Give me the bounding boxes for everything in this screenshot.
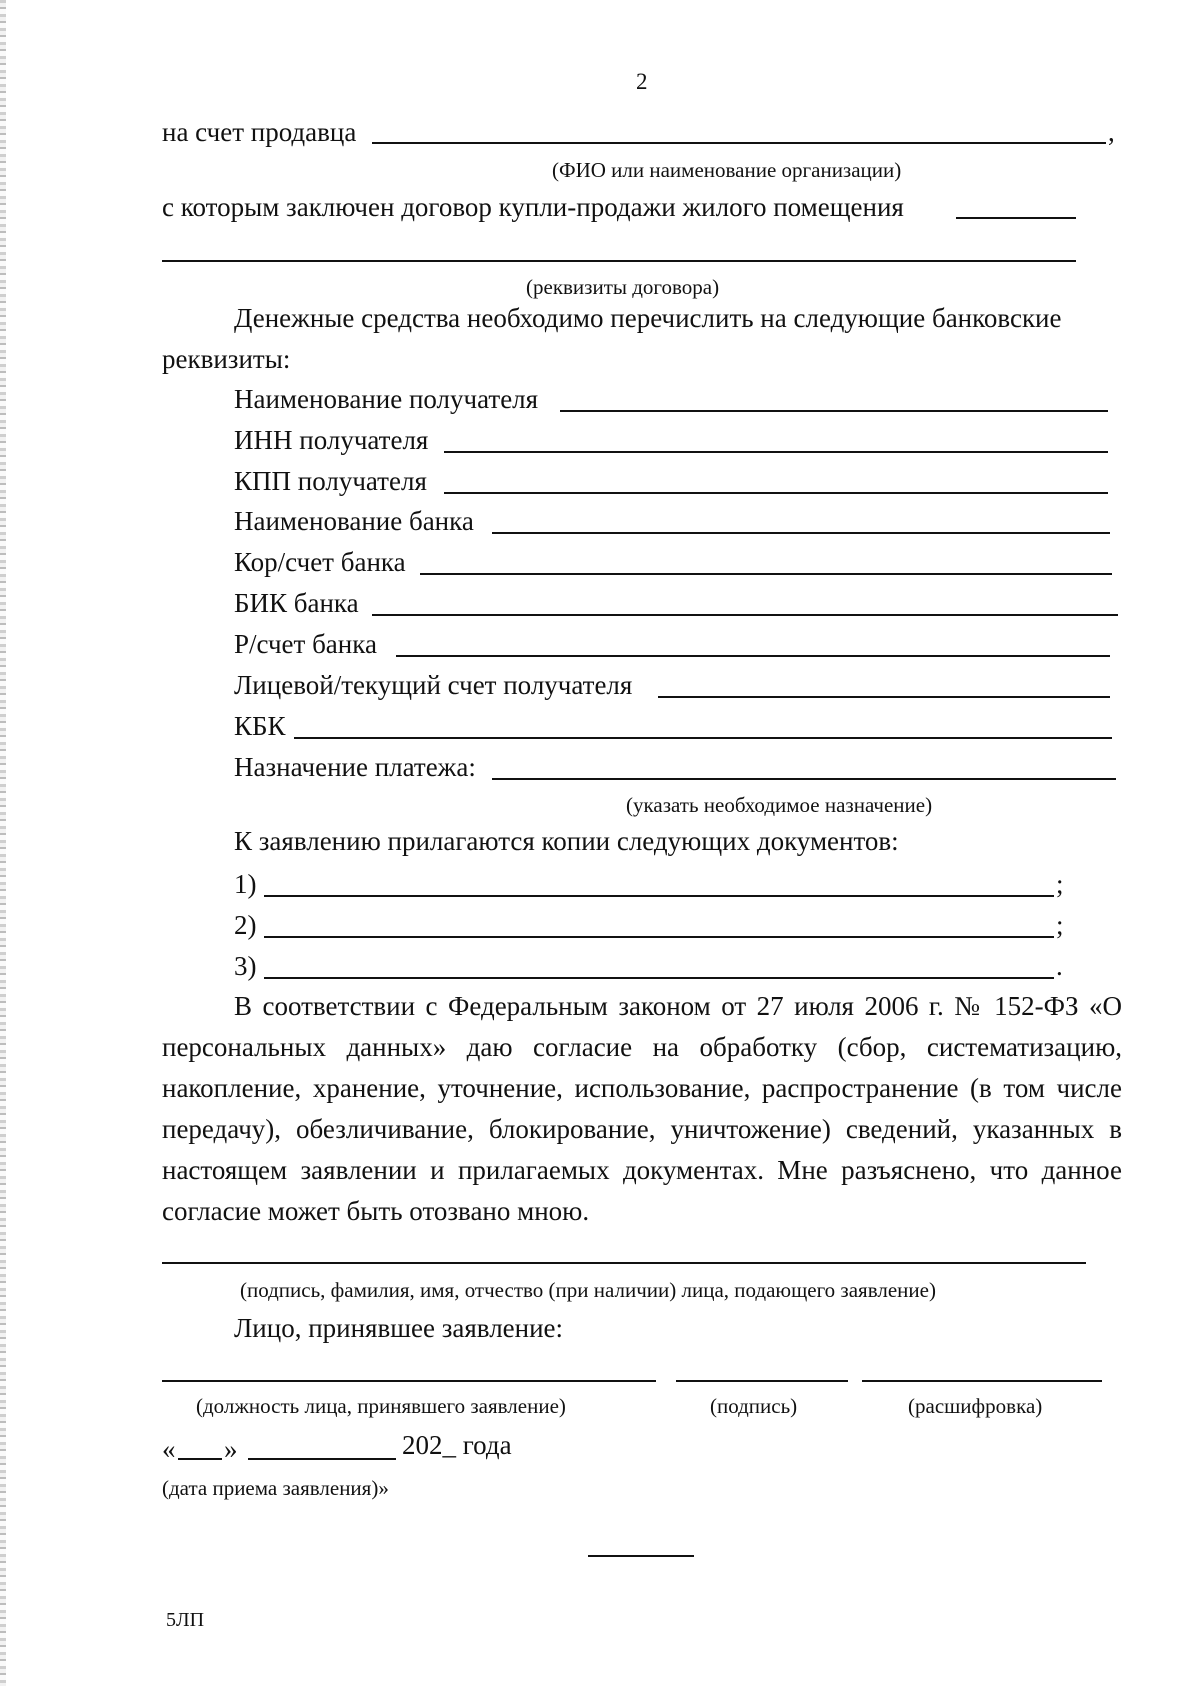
date-day-field[interactable] bbox=[178, 1458, 222, 1460]
closing-separator bbox=[588, 1555, 694, 1557]
date-close-quote: » bbox=[224, 1434, 238, 1464]
field-label-payment-purpose: Назначение платежа: bbox=[234, 752, 476, 782]
field-recipient-inn[interactable] bbox=[444, 451, 1108, 453]
attachment-field-2[interactable] bbox=[264, 936, 1054, 938]
footer-code: 5ЛП bbox=[166, 1609, 205, 1631]
seller-trail-comma: , bbox=[1108, 117, 1115, 147]
seller-label: на счет продавца bbox=[162, 117, 357, 147]
consent-paragraph bbox=[162, 986, 1122, 1232]
attachment-field-3[interactable] bbox=[264, 977, 1054, 979]
date-open-quote: « bbox=[162, 1434, 176, 1464]
field-kbk[interactable] bbox=[294, 737, 1112, 739]
contract-caption: (реквизиты договора) bbox=[526, 275, 720, 299]
receiver-decoding-caption: (расшифровка) bbox=[908, 1394, 1043, 1418]
attachment-number-2: 2) bbox=[234, 910, 257, 940]
field-personal-account[interactable] bbox=[658, 696, 1110, 698]
receiver-decoding-field[interactable] bbox=[862, 1380, 1102, 1382]
receiver-position-field[interactable] bbox=[162, 1380, 656, 1382]
field-label-corr-account: Кор/счет банка bbox=[234, 547, 406, 577]
attachment-number-3: 3) bbox=[234, 951, 257, 981]
consent-text: В соответствии с Федеральным законом от 27 июля 2006 г. № 152-ФЗ «О персональных данных» даю согласие на обработку (сбор, систематизацию, накопление, хранение, уточнение, использование, распространение (в том числе передачу), обезличивание, блокирование, уничтожение) сведений, указанных в настоящем заявлении и прилагаемых документах. Мне разъяснено, что данное согласие может быть отозвано мною. bbox=[162, 991, 1122, 1226]
attachments-intro: К заявлению прилагаются копии следующих документов: bbox=[234, 826, 899, 856]
funds-intro-line1: Денежные средства необходимо перечислить на следующие банковские bbox=[234, 303, 1062, 333]
field-label-kbk: КБК bbox=[234, 711, 286, 741]
funds-intro-line2: реквизиты: bbox=[162, 344, 291, 374]
receiver-position-caption: (должность лица, принявшего заявление) bbox=[196, 1394, 566, 1418]
field-bik[interactable] bbox=[372, 614, 1118, 616]
seller-field[interactable] bbox=[372, 142, 1106, 144]
field-bank-name[interactable] bbox=[492, 532, 1110, 534]
applicant-signature-caption: (подпись, фамилия, имя, отчество (при наличии) лица, подающего заявление) bbox=[240, 1278, 936, 1302]
payment-purpose-caption: (указать необходимое назначение) bbox=[626, 793, 933, 817]
attachment-field-1[interactable] bbox=[264, 895, 1054, 897]
field-label-settlement-account: Р/счет банка bbox=[234, 629, 377, 659]
attachment-end-2: ; bbox=[1056, 910, 1064, 940]
field-corr-account[interactable] bbox=[420, 573, 1112, 575]
date-caption: (дата приема заявления)» bbox=[162, 1476, 389, 1500]
field-recipient-name[interactable] bbox=[560, 410, 1108, 412]
scan-edge bbox=[0, 0, 6, 1686]
contract-label: с которым заключен договор купли-продажи жилого помещения bbox=[162, 192, 904, 222]
applicant-signature-field[interactable] bbox=[162, 1262, 1086, 1264]
page-number: 2 bbox=[636, 69, 648, 94]
field-label-bik: БИК банка bbox=[234, 588, 359, 618]
field-payment-purpose[interactable] bbox=[492, 778, 1116, 780]
seller-caption: (ФИО или наименование организации) bbox=[552, 158, 902, 182]
attachment-end-3: . bbox=[1056, 951, 1063, 981]
field-settlement-account[interactable] bbox=[396, 655, 1110, 657]
date-month-field[interactable] bbox=[248, 1458, 396, 1460]
attachment-number-1: 1) bbox=[234, 869, 257, 899]
field-label-recipient-kpp: КПП получателя bbox=[234, 466, 427, 496]
field-label-personal-account: Лицевой/текущий счет получателя bbox=[234, 670, 633, 700]
receiver-title: Лицо, принявшее заявление: bbox=[234, 1313, 564, 1343]
field-label-recipient-inn: ИНН получателя bbox=[234, 425, 429, 455]
contract-field-1[interactable] bbox=[956, 217, 1076, 219]
receiver-signature-caption: (подпись) bbox=[710, 1394, 798, 1418]
field-label-recipient-name: Наименование получателя bbox=[234, 384, 539, 414]
field-label-bank-name: Наименование банка bbox=[234, 506, 474, 536]
attachment-end-1: ; bbox=[1056, 869, 1064, 899]
contract-field-2[interactable] bbox=[162, 260, 1076, 262]
receiver-signature-field[interactable] bbox=[676, 1380, 848, 1382]
field-recipient-kpp[interactable] bbox=[444, 492, 1108, 494]
date-year-text: 202_ года bbox=[402, 1430, 512, 1460]
